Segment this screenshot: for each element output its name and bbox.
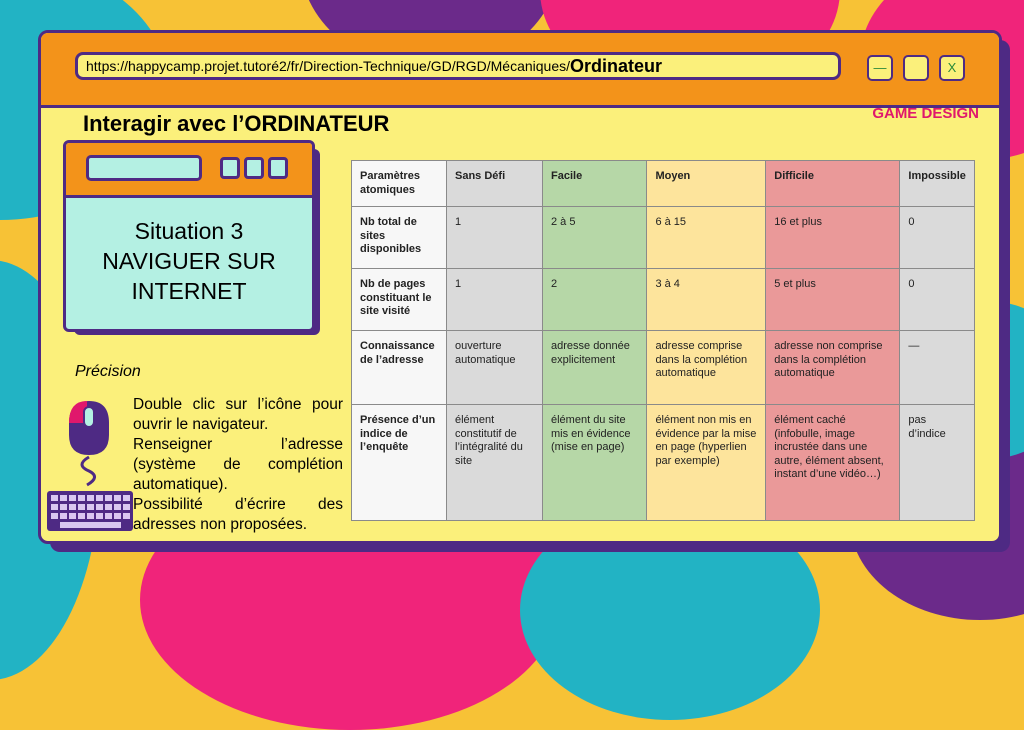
table-row: [352, 207, 975, 269]
table-row: [352, 405, 975, 521]
table-cell: —: [900, 331, 975, 405]
row-header-cell: Connaissance de l’adresse: [352, 331, 447, 405]
table-cell: 0: [900, 269, 975, 331]
table-cell: pas d’indice: [900, 405, 975, 521]
precision-line: Possibilité d’écrire des adresses non proposées.: [133, 496, 343, 533]
keyboard-icon: [47, 491, 133, 531]
table-row: [352, 269, 975, 331]
table-header-cell: Facile: [543, 161, 647, 207]
window-titlebar: [41, 33, 999, 108]
category-label: GAME DESIGN: [872, 105, 979, 122]
situation-card-titlebar: [66, 143, 312, 198]
mouse-icon: [65, 395, 113, 487]
situation-card: [63, 140, 315, 332]
table-cell: adresse donnée explicitement: [543, 331, 647, 405]
row-header-cell: Nb total de sites disponibles: [352, 207, 447, 269]
situation-line-2: NAVIGUER SUR: [102, 248, 276, 274]
table-cell: 2: [543, 269, 647, 331]
close-button[interactable]: X: [939, 55, 965, 81]
table-cell: ouverture automatique: [447, 331, 543, 405]
page-title: Interagir avec l’ORDINATEUR: [83, 111, 390, 136]
minimize-button[interactable]: —: [867, 55, 893, 81]
situation-card-button: [244, 157, 264, 179]
table-header-cell: Impossible: [900, 161, 975, 207]
situation-card-button: [220, 157, 240, 179]
situation-card-button: [268, 157, 288, 179]
table-cell: 6 à 15: [647, 207, 766, 269]
difficulty-table: [351, 160, 975, 521]
precision-text: [133, 395, 343, 535]
table-cell: adresse non comprise dans la complétion automatique: [766, 331, 900, 405]
table-cell: 1: [447, 269, 543, 331]
precision-line: Double clic sur l’icône pour ouvrir le navigateur.: [133, 396, 343, 433]
table-cell: 0: [900, 207, 975, 269]
table-cell: élément du site mis en évidence (mise en page): [543, 405, 647, 521]
table-cell: élément non mis en évidence par la mise en page (hyperlien par exemple): [647, 405, 766, 521]
situation-card-url: [86, 155, 202, 181]
table-cell: 16 et plus: [766, 207, 900, 269]
table-cell: 3 à 4: [647, 269, 766, 331]
table-cell: 5 et plus: [766, 269, 900, 331]
table-cell: élément constitutif de l’intégralité du site: [447, 405, 543, 521]
url-page: Ordinateur: [570, 55, 663, 76]
table-cell: élément caché (infobulle, image incrustée dans une autre, élément absent, instant d’une vidéo…): [766, 405, 900, 521]
browser-window: [38, 30, 1002, 544]
precision-heading: Précision: [75, 363, 141, 380]
table-cell: 2 à 5: [543, 207, 647, 269]
table-header-row: [352, 161, 975, 207]
row-header-cell: Présence d’un indice de l’enquête: [352, 405, 447, 521]
maximize-button[interactable]: [903, 55, 929, 81]
table-header-cell: Difficile: [766, 161, 900, 207]
situation-line-3: INTERNET: [131, 278, 247, 304]
precision-line: Renseigner l’adresse (système de complétion automatique).: [133, 436, 343, 493]
table-row: [352, 331, 975, 405]
url-prefix: https://happycamp.projet.tutoré2/fr/Direction-Technique/GD/RGD/Mécaniques/: [86, 58, 571, 74]
row-header-cell: Nb de pages constituant le site visité: [352, 269, 447, 331]
table-header-cell: Paramètres atomiques: [352, 161, 447, 207]
situation-title: [66, 198, 312, 306]
table-cell: adresse comprise dans la complétion automatique: [647, 331, 766, 405]
table-cell: 1: [447, 207, 543, 269]
table-header-cell: Moyen: [647, 161, 766, 207]
table-header-cell: Sans Défi: [447, 161, 543, 207]
url-bar[interactable]: [75, 52, 841, 80]
situation-line-1: Situation 3: [134, 218, 244, 244]
